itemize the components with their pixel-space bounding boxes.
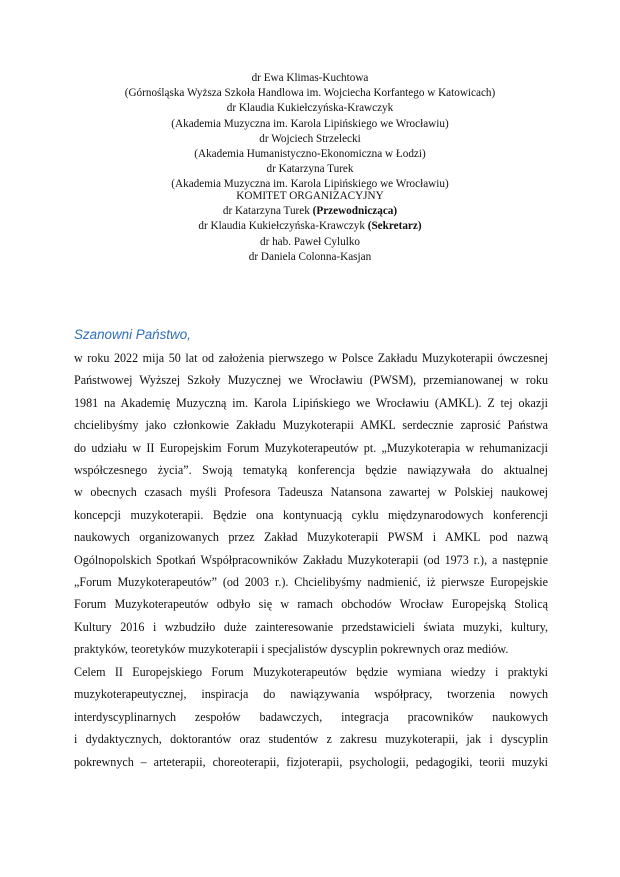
- committee-member-name: dr Wojciech Strzelecki: [259, 132, 361, 145]
- paragraph-line: muzykoterapeutycznej, inspiracja do nawiązywania współpracy, tworzenia nowych: [74, 687, 548, 702]
- paragraph-line: do udziału w II Europejskim Forum Muzykoterapeutów pt. „Muzykoterapia w rehumanizacji: [74, 440, 548, 455]
- organizing-committee: [0, 189, 620, 265]
- paragraph-line: w obecnych czasach myśli Profesora Tadeusza Natansona zawartej w Polskiej naukowej: [74, 485, 548, 500]
- paragraph-line: pokrewnych – arteterapii, choreoterapii, fizjoterapii, psychologii, pedagogiki, teorii muzyki: [74, 754, 548, 769]
- committee-member-name: dr Ewa Klimas-Kuchtowa: [251, 72, 369, 84]
- secretary-name: dr Klaudia Kukiełczyńska-Krawczyk: [198, 220, 365, 233]
- organizing-committee-secretary: [0, 219, 620, 234]
- greeting-heading: Szanowni Państwo,: [74, 327, 191, 342]
- committee-member-affiliation: (Akademia Muzyczna im. Karola Lipińskiego we Wrocławiu): [171, 178, 449, 191]
- paragraph-line: Celem II Europejskiego Forum Muzykoterapeutów będzie wymiana wiedzy i praktyki: [74, 665, 548, 679]
- paragraph-line: Ogólnopolskich Spotkań Współpracowników Zakładu Muzykoterapii (od 1973 r.), a następnie: [74, 552, 548, 567]
- paragraph-line: „Forum Muzykoterapeutów” (od 2003 r.). Chcielibyśmy nadmienić, iż pierwsze Europejskie: [74, 574, 548, 589]
- scientific-committee-list: [0, 71, 620, 193]
- paragraph-line: naukowych organizowanych przez Zakład Muzykoterapii PWSM i AMKL pod nazwą: [74, 530, 548, 545]
- committee-member-affiliation: (Akademia Humanistyczno-Ekonomiczna w Łodzi): [194, 148, 426, 161]
- organizing-committee-chair: [0, 204, 620, 219]
- paragraph-line: interdyscyplinarnych zespołów badawczych, integracja pracowników naukowych: [74, 709, 548, 724]
- paragraph-line: Państwowej Wyższej Szkoły Muzycznej we Wrocławiu (PWSM), przemianowanej w roku: [74, 373, 548, 388]
- organizing-committee-heading: KOMITET ORGANIZACYJNY: [236, 190, 384, 202]
- committee-member-affiliation: (Górnośląska Wyższa Szkoła Handlowa im. Wojciecha Korfantego w Katowicach): [124, 87, 496, 100]
- paragraph-line: chcielibyśmy jako członkowie Zakładu Muzykoterapii AMKL serdecznie zaprosić Państwa: [74, 418, 548, 433]
- committee-member-name: dr Klaudia Kukiełczyńska-Krawczyk: [226, 102, 394, 115]
- organizing-committee-member: dr hab. Paweł Cylulko: [259, 235, 361, 248]
- paragraph-line: koncepcji muzykoterapii. Będzie ona kontynuacją cyklu międzynarodowych konferencji: [74, 507, 548, 522]
- paragraph-line: i dydaktycznych, doktorantów oraz studentów z zakresu muzykoterapii, jak i dyscyplin: [74, 732, 548, 747]
- paragraph-line: współczesnego życia”. Swoją tematyką konferencja będzie nawiązywała do aktualnej: [74, 462, 548, 477]
- paragraph-line: Kultury 2016 i wzbudziło duże zainteresowanie przedstawicieli świata muzyki, kultury,: [74, 619, 548, 634]
- letter-paragraph-2: [74, 661, 548, 773]
- paragraph-line: praktyków, teoretyków muzykoterapii i specjalistów dyscyplin pokrewnych oraz mediów.: [74, 642, 509, 657]
- paragraph-line: w roku 2022 mija 50 lat od założenia pierwszego w Polsce Zakładu Muzykoterapii ówczesnej: [74, 351, 548, 365]
- chair-name: dr Katarzyna Turek: [222, 205, 310, 218]
- secretary-role: (Sekretarz): [367, 220, 422, 233]
- organizing-committee-member: dr Daniela Colonna-Kasjan: [248, 250, 372, 263]
- paragraph-line: 1981 na Akademię Muzyczną im. Karola Lipińskiego we Wrocławiu (AMKL). Z tej okazji: [74, 395, 548, 410]
- committee-member-name: dr Katarzyna Turek: [266, 163, 354, 176]
- chair-role: (Przewodnicząca): [312, 205, 398, 218]
- paragraph-line: Forum Muzykoterapeutów odbyło się w ramach obchodów Wrocław Europejską Stolicą: [74, 597, 548, 612]
- letter-paragraph-1: [74, 347, 548, 660]
- committee-member-affiliation: (Akademia Muzyczna im. Karola Lipińskiego we Wrocławiu): [171, 117, 449, 130]
